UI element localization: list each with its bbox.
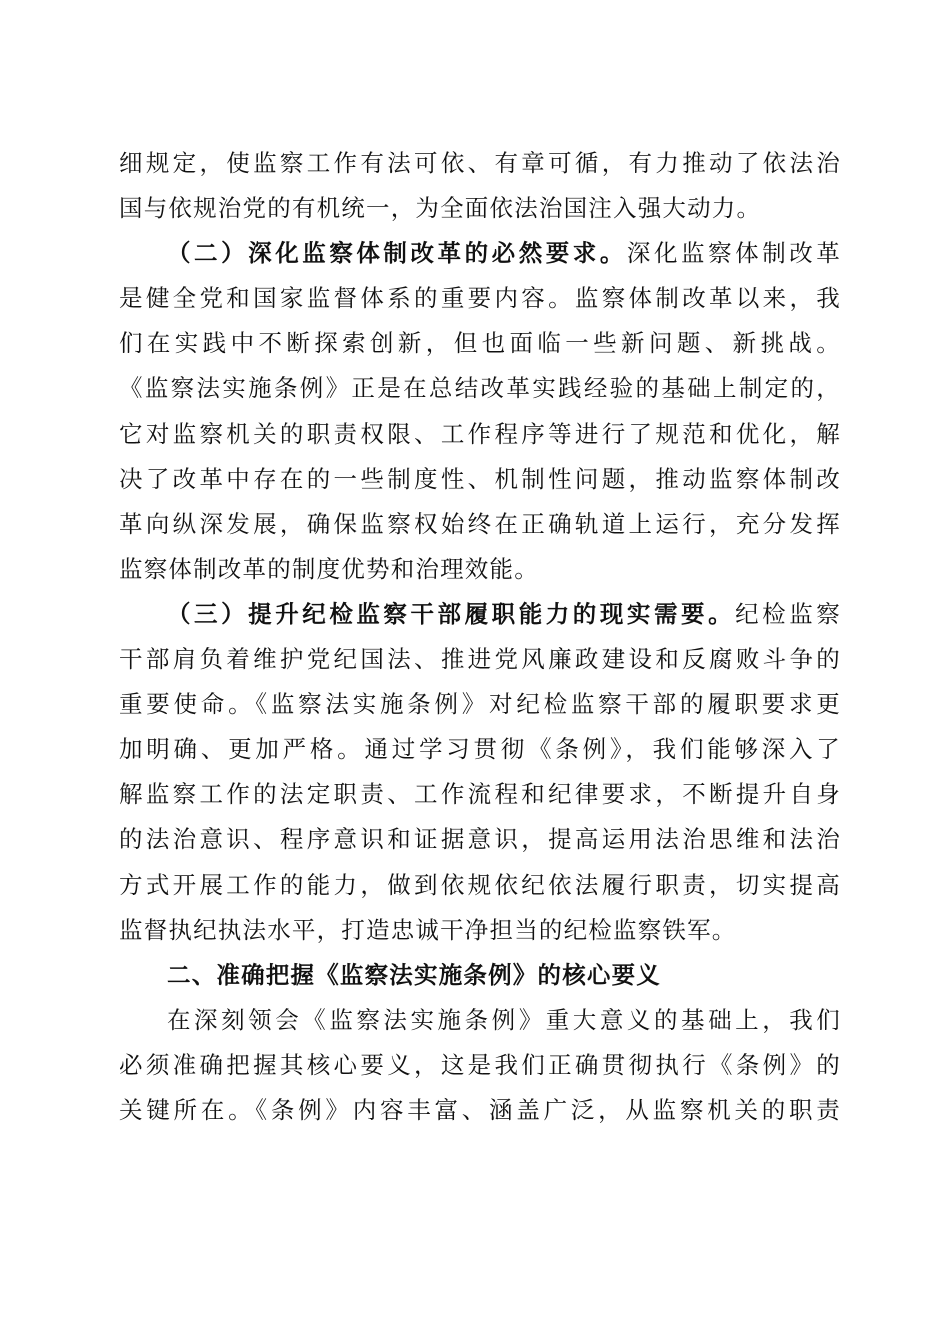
text-line: 关键所在。《条例》内容丰富、涵盖广泛，从监察机关的职责 bbox=[119, 1095, 841, 1124]
text-line: 监督执纪执法水平，打造忠诚干净担当的纪检监察铁军。 bbox=[119, 915, 737, 944]
section-line bbox=[119, 592, 841, 637]
text-line: 监察体制改革的制度优势和治理效能。 bbox=[119, 554, 539, 583]
text-line: 重要使命。《监察法实施条例》对纪检监察干部的履职要求更 bbox=[119, 690, 841, 719]
text-fragment: 深化监察体制改革 bbox=[626, 239, 841, 268]
section-heading: （三）提升纪检监察干部履职能力的现实需要。 bbox=[167, 599, 736, 628]
text-line: 的法治意识、程序意识和证据意识，提高运用法治思维和法治 bbox=[119, 825, 841, 854]
chapter-heading: 二、准确把握《监察法实施条例》的核心要义 bbox=[167, 960, 661, 989]
text-line: 《监察法实施条例》正是在总结改革实践经验的基础上制定的， bbox=[119, 374, 841, 403]
text-line: 方式开展工作的能力，做到依规依纪依法履行职责，切实提高 bbox=[119, 870, 841, 899]
text-line: 国与依规治党的有机统一，为全面依法治国注入强大动力。 bbox=[119, 194, 762, 223]
text-line: 细规定，使监察工作有法可依、有章可循，有力推动了依法治 bbox=[119, 149, 841, 177]
text-line: 它对监察机关的职责权限、工作程序等进行了规范和优化，解 bbox=[119, 419, 841, 448]
text-line: 解监察工作的法定职责、工作流程和纪律要求，不断提升自身 bbox=[119, 780, 841, 809]
chapter-heading-line bbox=[119, 953, 841, 998]
text-line: 们在实践中不断探索创新，但也面临一些新问题、新挑战。 bbox=[119, 329, 841, 358]
text-fragment: 纪检监察 bbox=[735, 599, 841, 628]
text-line: 革向纵深发展，确保监察权始终在正确轨道上运行，充分发挥 bbox=[119, 509, 841, 538]
section-heading: （二）深化监察体制改革的必然要求。 bbox=[167, 239, 627, 268]
text-line: 是健全党和国家监督体系的重要内容。监察体制改革以来，我 bbox=[119, 284, 841, 313]
body-text bbox=[119, 141, 841, 1133]
text-line: 决了改革中存在的一些制度性、机制性问题，推动监察体制改 bbox=[119, 464, 841, 493]
text-line: 干部肩负着维护党纪国法、推进党风廉政建设和反腐败斗争的 bbox=[119, 645, 841, 674]
text-line: 在深刻领会《监察法实施条例》重大意义的基础上，我们 bbox=[167, 1005, 841, 1034]
section-line bbox=[119, 231, 841, 276]
text-line: 必须准确把握其核心要义，这是我们正确贯彻执行《条例》的 bbox=[119, 1050, 841, 1079]
text-line: 加明确、更加严格。通过学习贯彻《条例》，我们能够深入了 bbox=[119, 735, 841, 764]
